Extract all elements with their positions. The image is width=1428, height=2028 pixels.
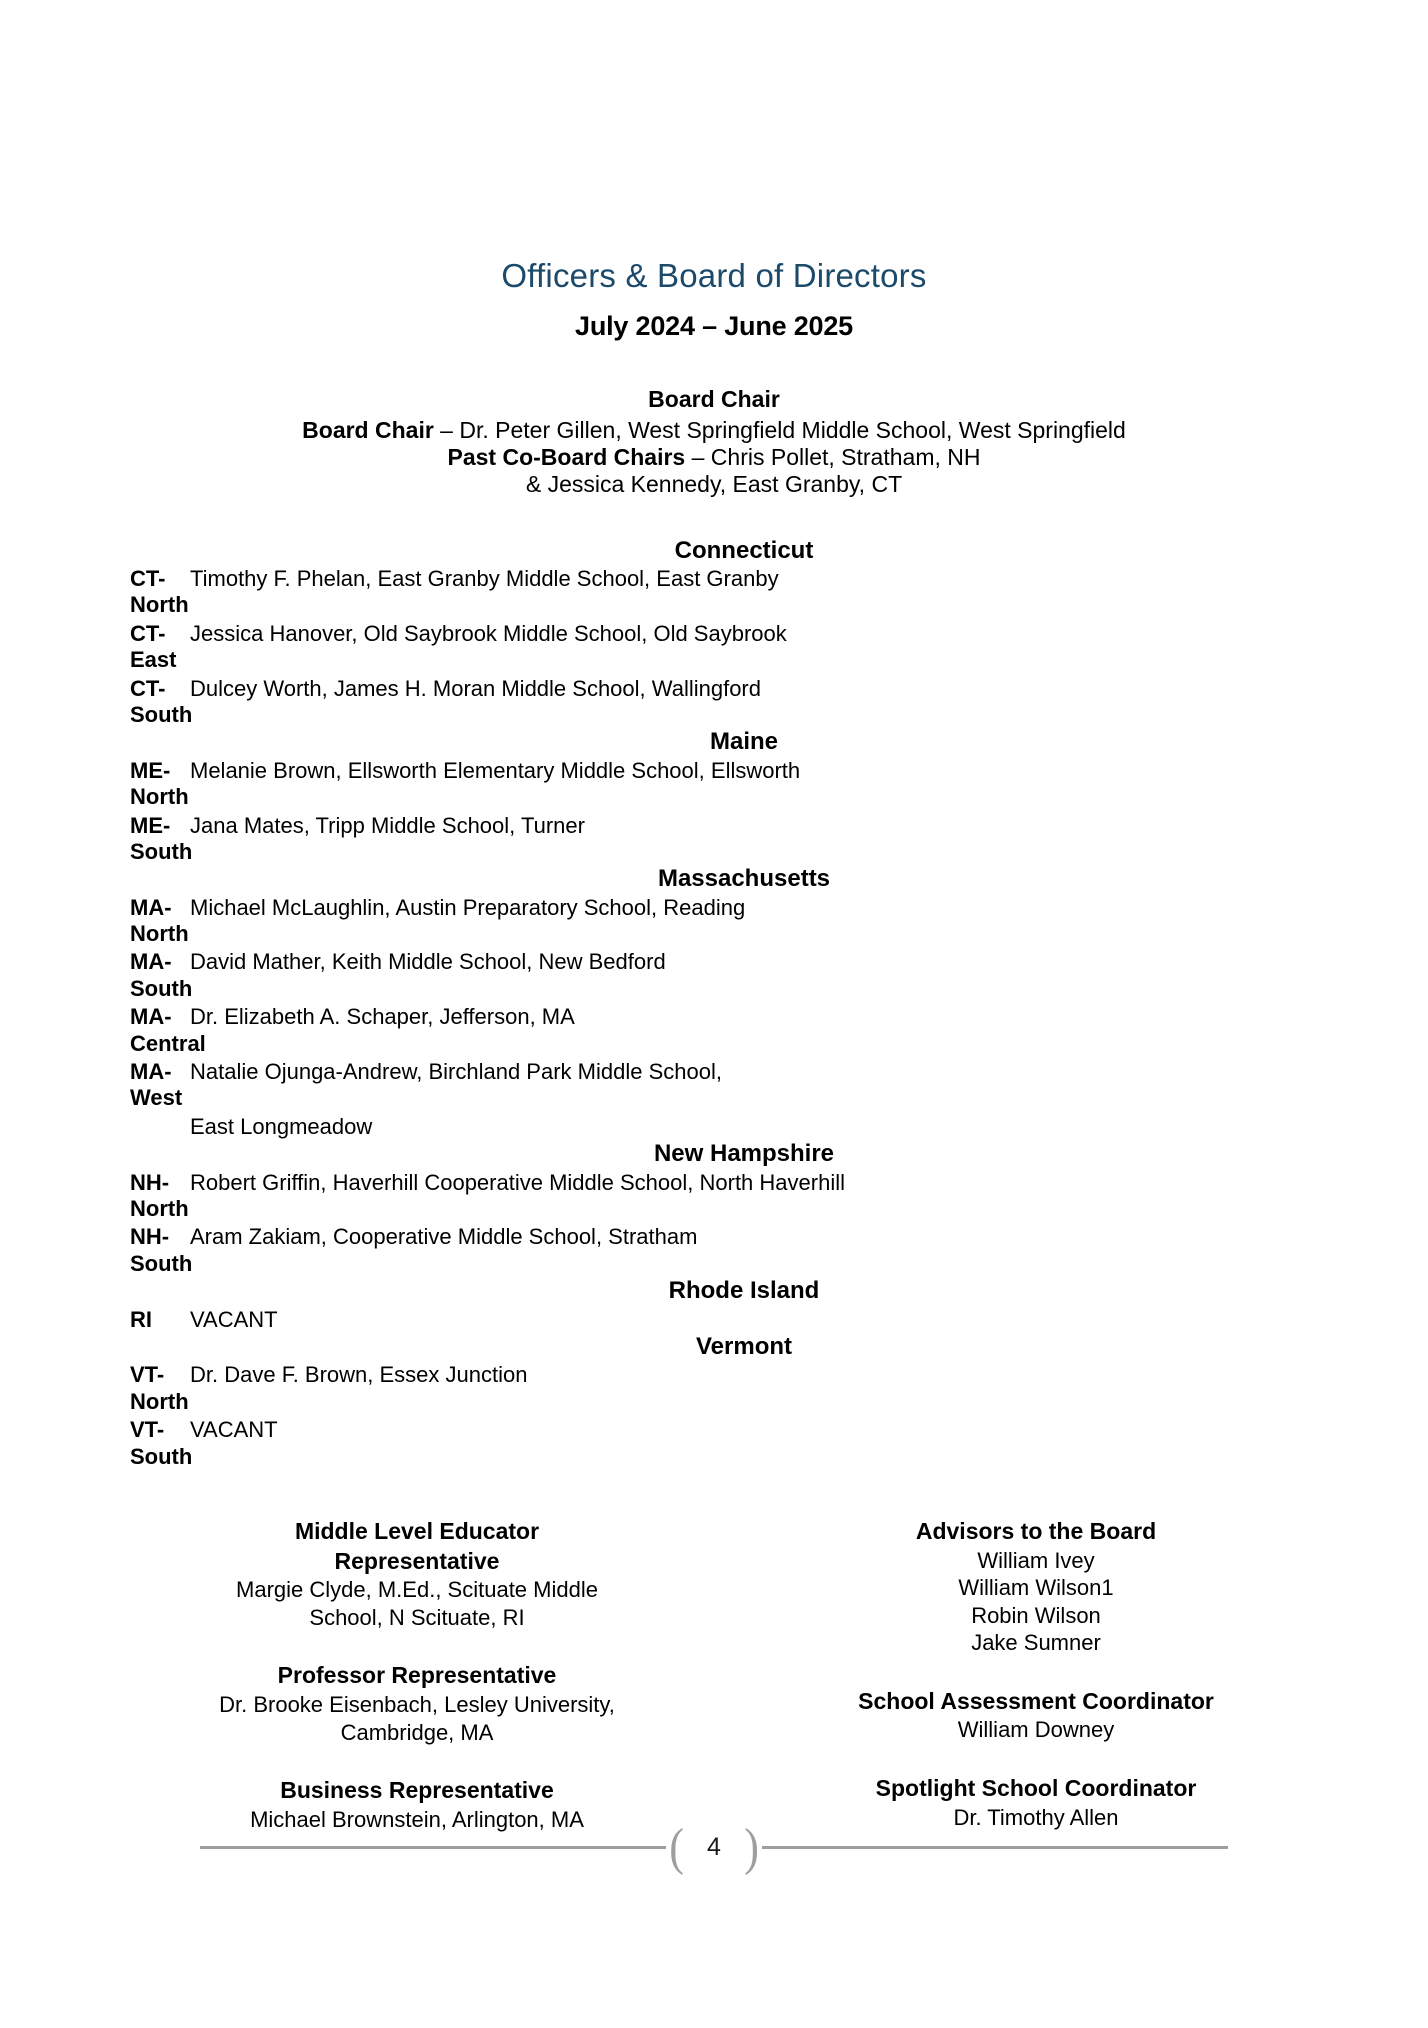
role-group-entry: Jake Sumner	[971, 1630, 1101, 1656]
roster-row	[0, 1416, 1428, 1471]
state-heading: Vermont	[695, 1332, 793, 1360]
roster-row	[0, 620, 1428, 675]
role-group-entry: Margie Clyde, M.Ed., Scituate Middle	[236, 1577, 598, 1603]
role-group-title: Advisors to the Board	[915, 1517, 1157, 1544]
board-chair-heading: Board Chair	[648, 385, 780, 412]
board-chair-person: & Jessica Kennedy, East Granby, CT	[525, 470, 903, 497]
board-chair-person: Dr. Peter Gillen, West Springfield Middle School, West Springfield	[459, 416, 1126, 443]
role-group-title: Professor Representative	[277, 1662, 557, 1689]
roster-region-label: NH-North	[130, 1169, 189, 1221]
page-title: Officers & Board of Directors	[501, 257, 927, 294]
roster-representative: Dulcey Worth, James H. Moran Middle School, Wallingford	[190, 675, 761, 701]
roster-row	[0, 675, 1428, 730]
board-chair-line	[0, 417, 1428, 444]
roster-representative: Robert Griffin, Haverhill Cooperative Middle School, North Haverhill	[190, 1169, 845, 1195]
state-heading: New Hampshire	[653, 1140, 835, 1168]
roster-region-label: RI	[130, 1306, 152, 1332]
state-roster	[0, 538, 1428, 1471]
roster-row	[0, 948, 1428, 1003]
roster-row	[0, 1113, 1428, 1141]
role-group-title-cont: Representative	[334, 1547, 500, 1574]
role-group-entry: Cambridge, MA	[340, 1719, 494, 1745]
roster-row	[0, 565, 1428, 620]
roster-representative: Dr. Dave F. Brown, Essex Junction	[190, 1362, 528, 1388]
roster-region-label: CT-South	[130, 675, 193, 727]
role-group	[764, 1517, 1308, 1657]
role-group-entry: Robin Wilson	[971, 1602, 1101, 1628]
roster-row	[0, 1223, 1428, 1278]
roster-region-label: CT-North	[130, 566, 189, 618]
role-group-entry: Michael Brownstein, Arlington, MA	[250, 1806, 584, 1832]
state-heading: Connecticut	[674, 536, 814, 564]
board-chair-line	[0, 471, 1428, 498]
roster-region-label: MA-North	[130, 894, 189, 947]
page-number: 4	[707, 1832, 721, 1861]
role-group-entry: William Ivey	[977, 1547, 1095, 1573]
roster-row	[0, 1306, 1428, 1334]
board-chair-section	[0, 386, 1428, 498]
roster-region-label: ME-North	[130, 757, 189, 810]
roster-representative: Natalie Ojunga-Andrew, Birchland Park Middle School,	[190, 1059, 722, 1085]
role-group-entry: School, N Scituate, RI	[309, 1604, 525, 1630]
board-chair-lines	[0, 417, 1428, 498]
bottom-columns	[0, 1517, 1428, 1834]
roster-row	[0, 894, 1428, 949]
role-group	[764, 1687, 1308, 1744]
brace-left-icon: (	[669, 1818, 684, 1876]
brace-right-icon: )	[744, 1818, 759, 1876]
roster-representative: Jessica Hanover, Old Saybrook Middle School, Old Saybrook	[190, 620, 787, 646]
board-chair-role-label: Past Co-Board Chairs	[447, 443, 686, 470]
role-group	[140, 1661, 694, 1746]
roster-row	[0, 812, 1428, 867]
footer-rule-right	[762, 1846, 1228, 1849]
state-heading: Rhode Island	[668, 1277, 820, 1305]
role-group-title: Spotlight School Coordinator	[875, 1774, 1197, 1801]
column-left	[140, 1517, 724, 1834]
roster-region-label: MA-Central	[130, 1004, 206, 1056]
roster-region-label: CT-East	[130, 620, 177, 673]
role-group-entry: Dr. Timothy Allen	[953, 1804, 1119, 1830]
roster-region-label: VT-South	[130, 1417, 193, 1469]
page-subtitle: July 2024 – June 2025	[575, 311, 853, 342]
footer-rule-left	[200, 1846, 666, 1849]
roster-representative: Aram Zakiam, Cooperative Middle School, Stratham	[190, 1224, 698, 1250]
roster-representative: Michael McLaughlin, Austin Preparatory School, Reading	[190, 894, 746, 920]
roster-row	[0, 1058, 1428, 1113]
page-number-group	[666, 1818, 763, 1876]
roster-representative: VACANT	[190, 1417, 278, 1443]
board-chair-person: Chris Pollet, Stratham, NH	[710, 443, 981, 470]
board-chair-separator: –	[685, 443, 711, 470]
role-group-title: Middle Level Educator	[294, 1517, 540, 1544]
roster-region-label: MA-West	[130, 1059, 183, 1111]
role-group-entry: William Wilson1	[958, 1575, 1114, 1601]
roster-representative: David Mather, Keith Middle School, New Bedford	[190, 949, 666, 975]
roster-row	[0, 757, 1428, 812]
roster-row	[0, 1169, 1428, 1224]
roster-row	[0, 1003, 1428, 1058]
state-heading: Massachusetts	[657, 865, 831, 893]
roster-region-label: MA-South	[130, 949, 193, 1001]
roster-region-label: ME-South	[130, 812, 193, 864]
roster-representative: East Longmeadow	[190, 1113, 373, 1139]
board-chair-line	[0, 444, 1428, 471]
board-chair-separator: –	[433, 416, 460, 443]
roster-representative: Jana Mates, Tripp Middle School, Turner	[190, 812, 585, 838]
roster-representative: Timothy F. Phelan, East Granby Middle School, East Granby	[190, 566, 779, 591]
roster-representative: VACANT	[190, 1306, 278, 1332]
roster-row	[0, 1361, 1428, 1416]
roster-region-label: NH-South	[130, 1224, 193, 1276]
roster-region-label: VT-North	[130, 1362, 189, 1414]
role-group-entry: Dr. Brooke Eisenbach, Lesley University,	[219, 1692, 615, 1718]
role-group	[140, 1517, 694, 1632]
column-right	[724, 1517, 1308, 1834]
page-footer	[0, 1812, 1428, 1882]
state-heading: Maine	[709, 728, 778, 756]
board-chair-role-label: Board Chair	[302, 416, 434, 443]
roster-representative: Dr. Elizabeth A. Schaper, Jefferson, MA	[190, 1004, 575, 1030]
role-group-entry: William Downey	[957, 1717, 1115, 1743]
role-group-title: Business Representative	[280, 1777, 554, 1804]
roster-region-label	[0, 1114, 190, 1140]
roster-representative: Melanie Brown, Ellsworth Elementary Middle School, Ellsworth	[190, 757, 801, 783]
role-group-title: School Assessment Coordinator	[858, 1687, 1214, 1714]
